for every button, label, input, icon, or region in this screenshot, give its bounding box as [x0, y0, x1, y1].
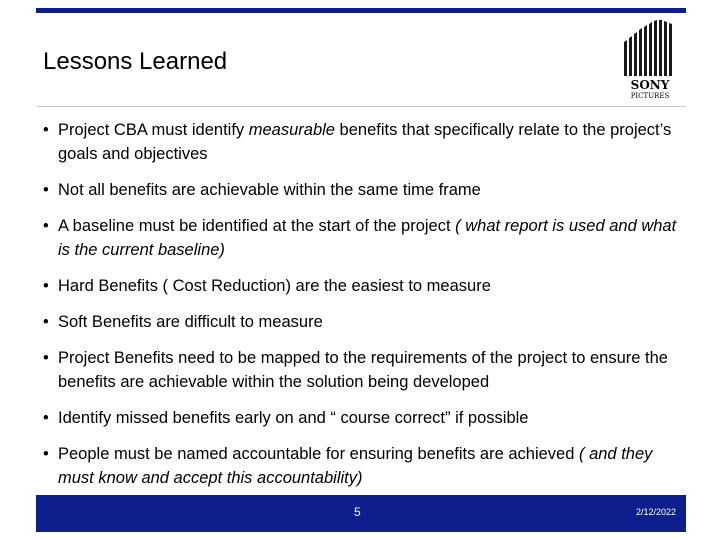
page-number: 5 [354, 505, 361, 519]
logo-sub-text: PICTURES [630, 92, 670, 100]
list-item: • Project Benefits need to be mapped to the requirements of the project to ensure the benefits are achievable within the solution being developed [43, 349, 668, 391]
list-item: • People must be named accountable for ensuring benefits are achieved ( and they must know and accept this accountability) [43, 445, 653, 487]
list-item: • Identify missed benefits early on and “ course correct” if possible [43, 409, 529, 427]
bullet-list [43, 118, 683, 502]
slide-date: 2/12/2022 [635, 507, 676, 517]
list-item: • A baseline must be identified at the start of the project ( what report is used and what is the current baseline) [43, 217, 677, 259]
footer-bar [36, 495, 686, 532]
title-divider [36, 106, 686, 107]
list-item: • Not all benefits are achievable within the same time frame [43, 181, 481, 199]
list-item: • Project CBA must identify measurable benefits that specifically relate to the project’s goals and objectives [43, 121, 672, 163]
slide-title: Lessons Learned [43, 48, 228, 75]
sony-pictures-logo [620, 18, 680, 104]
logo-brand-text: SONY [630, 78, 670, 92]
list-item: • Hard Benefits ( Cost Reduction) are the easiest to measure [43, 277, 491, 295]
top-accent-bar [36, 8, 686, 13]
list-item: • Soft Benefits are difficult to measure [43, 313, 323, 331]
